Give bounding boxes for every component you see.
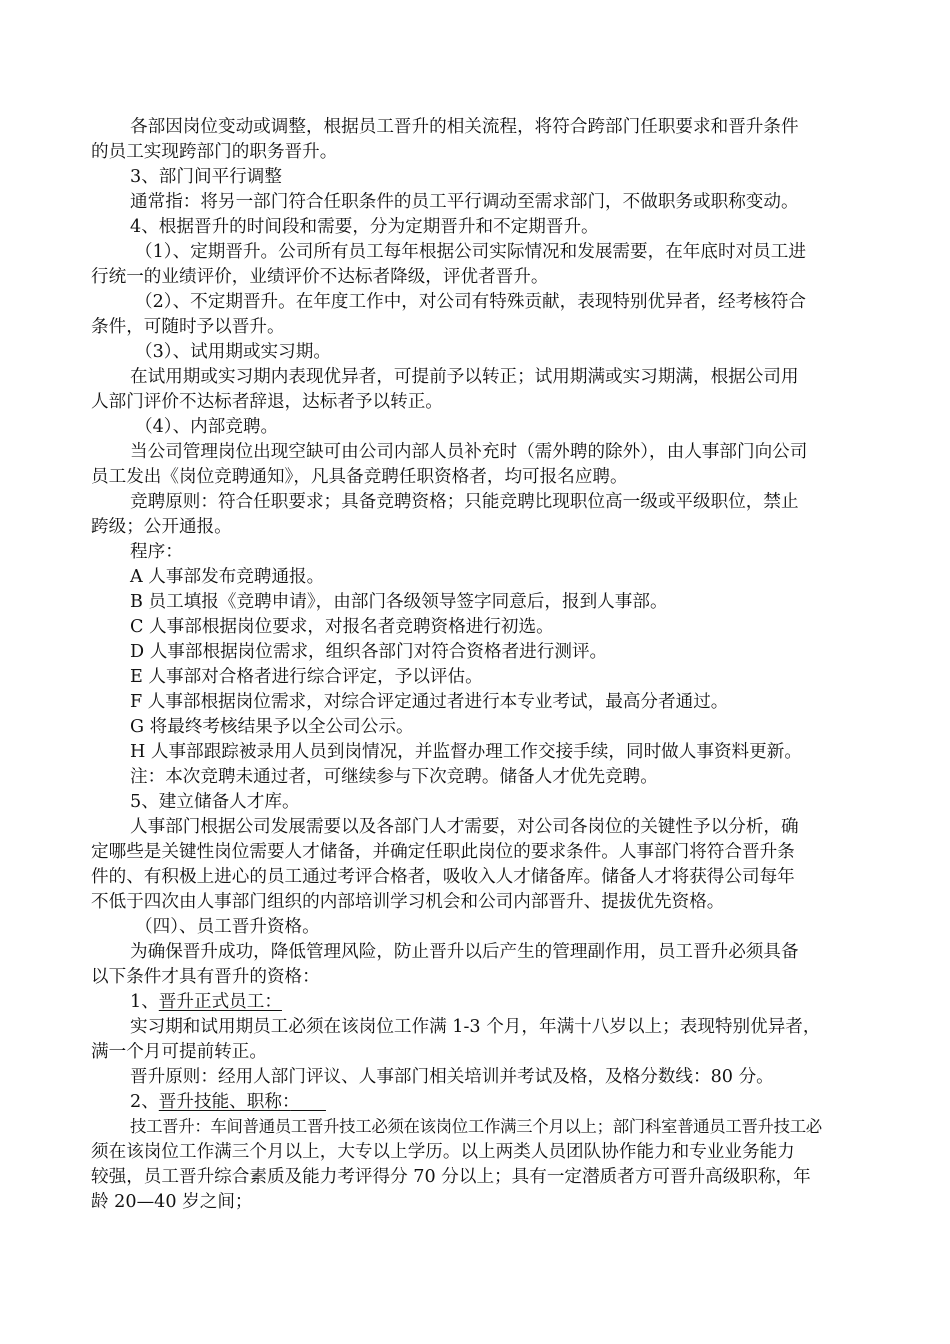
procedure-step: G 将最终考核结果予以全公司公示。 [130,717,414,737]
heading-underlined-text: 晋升正式员工： [158,992,282,1012]
paragraph-line: 当公司管理岗位出现空缺可由公司内部人员补充时（需外聘的除外），由人事部门向公司 [130,442,808,462]
paragraph-line: 条件，可随时予以晋升。 [91,317,285,337]
procedure-step: F 人事部根据岗位需求，对综合评定通过者进行本专业考试，最高分者通过。 [130,692,729,712]
paragraph-line: 定哪些是关键性岗位需要人才储备，并确定任职此岗位的要求条件。人事部门将符合晋升条 [91,842,795,862]
paragraph-line: 员工发出《岗位竞聘通知》，凡具备竞聘任职资格者，均可报名应聘。 [91,467,628,487]
paragraph-line: 不低于四次由人事部门组织的内部培训学习机会和公司内部晋升、提拔优先资格。 [91,892,725,912]
subsection-heading [130,991,282,1015]
paragraph-line: 满一个月可提前转正。 [91,1042,267,1062]
procedure-step: H 人事部跟踪被录用人员到岗情况，并监督办理工作交接手续，同时做人事资料更新。 [130,742,802,762]
paragraph-line: 的员工实现跨部门的职务晋升。 [91,142,338,162]
section-heading: （四）、员工晋升资格。 [135,917,320,937]
paragraph-line: （2）、不定期晋升。在年度工作中，对公司有特殊贡献，表现特别优异者，经考核符合 [135,292,806,312]
subsection-heading: （4）、内部竞聘。 [135,417,279,437]
procedure-label: 程序： [130,542,183,562]
paragraph-line: 为确保晋升成功，降低管理风险，防止晋升以后产生的管理副作用，员工晋升必须具备 [130,942,799,962]
paragraph-line: 竞聘原则：符合任职要求；具备竞聘资格；只能竞聘比现职位高一级或平级职位，禁止 [130,492,799,512]
paragraph-line: 跨级；公开通报。 [91,517,232,537]
paragraph-line: 较强，员工晋升综合素质及能力考评得分 70 分以上；具有一定潜质者方可晋升高级职称，年 [91,1167,811,1187]
paragraph-line: 须在该岗位工作满三个月以上，大专以上学历。以上两类人员团队协作能力和专业业务能力 [91,1142,795,1162]
paragraph-line: 人部门评价不达标者辞退，达标者予以转正。 [91,392,443,412]
paragraph-line: （1）、定期晋升。公司所有员工每年根据公司实际情况和发展需要，在年底时对员工进 [135,242,806,262]
section-heading: 4、根据晋升的时间段和需要，分为定期晋升和不定期晋升。 [130,217,599,237]
note-line: 注：本次竞聘未通过者，可继续参与下次竞聘。储备人才优先竞聘。 [130,767,658,787]
procedure-step: A 人事部发布竞聘通报。 [130,567,325,587]
procedure-step: B 员工填报《竞聘申请》，由部门各级领导签字同意后，报到人事部。 [130,592,668,612]
paragraph-line: 实习期和试用期员工必须在该岗位工作满 1-3 个月，年满十八岁以上；表现特别优异者， [130,1017,821,1037]
paragraph-line: 技工晋升：车间普通员工晋升技工必须在该岗位工作满三个月以上；部门科室普通员工晋升技工必 [130,1117,822,1136]
procedure-step: E 人事部对合格者进行综合评定，予以评估。 [130,667,483,687]
paragraph-line: 在试用期或实习期内表现优异者，可提前予以转正；试用期满或实习期满，根据公司用 [130,367,799,387]
paragraph-line: 龄 20—40 岁之间； [91,1192,253,1212]
paragraph-line: 晋升原则：经用人部门评议、人事部门相关培训并考试及格，及格分数线：80 分。 [130,1067,774,1087]
paragraph-line: 行统一的业绩评价，业绩评价不达标者降级，评优者晋升。 [91,267,549,287]
paragraph-line: 以下条件才具有晋升的资格： [91,967,320,987]
paragraph-line: 人事部门根据公司发展需要以及各部门人才需要，对公司各岗位的关键性予以分析，确 [130,817,799,837]
heading-underlined-text: 晋升技能、职称： [158,1092,291,1112]
paragraph-line: 通常指：将另一部门符合任职条件的员工平行调动至需求部门，不做职务或职称变动。 [130,192,799,212]
procedure-step: D 人事部根据岗位需求，组织各部门对符合资格者进行测评。 [130,642,608,662]
subsection-heading [130,1091,326,1115]
paragraph-line: 各部因岗位变动或调整，根据员工晋升的相关流程，将符合跨部门任职要求和晋升条件 [130,117,799,137]
paragraph-line: 件的、有积极上进心的员工通过考评合格者，吸收入人才储备库。储备人才将获得公司每年 [91,867,795,887]
procedure-step: C 人事部根据岗位要求，对报名者竞聘资格进行初选。 [130,617,554,637]
heading-number: 1、 [130,992,159,1012]
heading-number: 2、 [130,1092,159,1112]
section-heading: 3、部门间平行调整 [130,167,282,187]
section-heading: 5、建立储备人才库。 [130,792,300,812]
subsection-heading: （3）、试用期或实习期。 [135,342,331,362]
